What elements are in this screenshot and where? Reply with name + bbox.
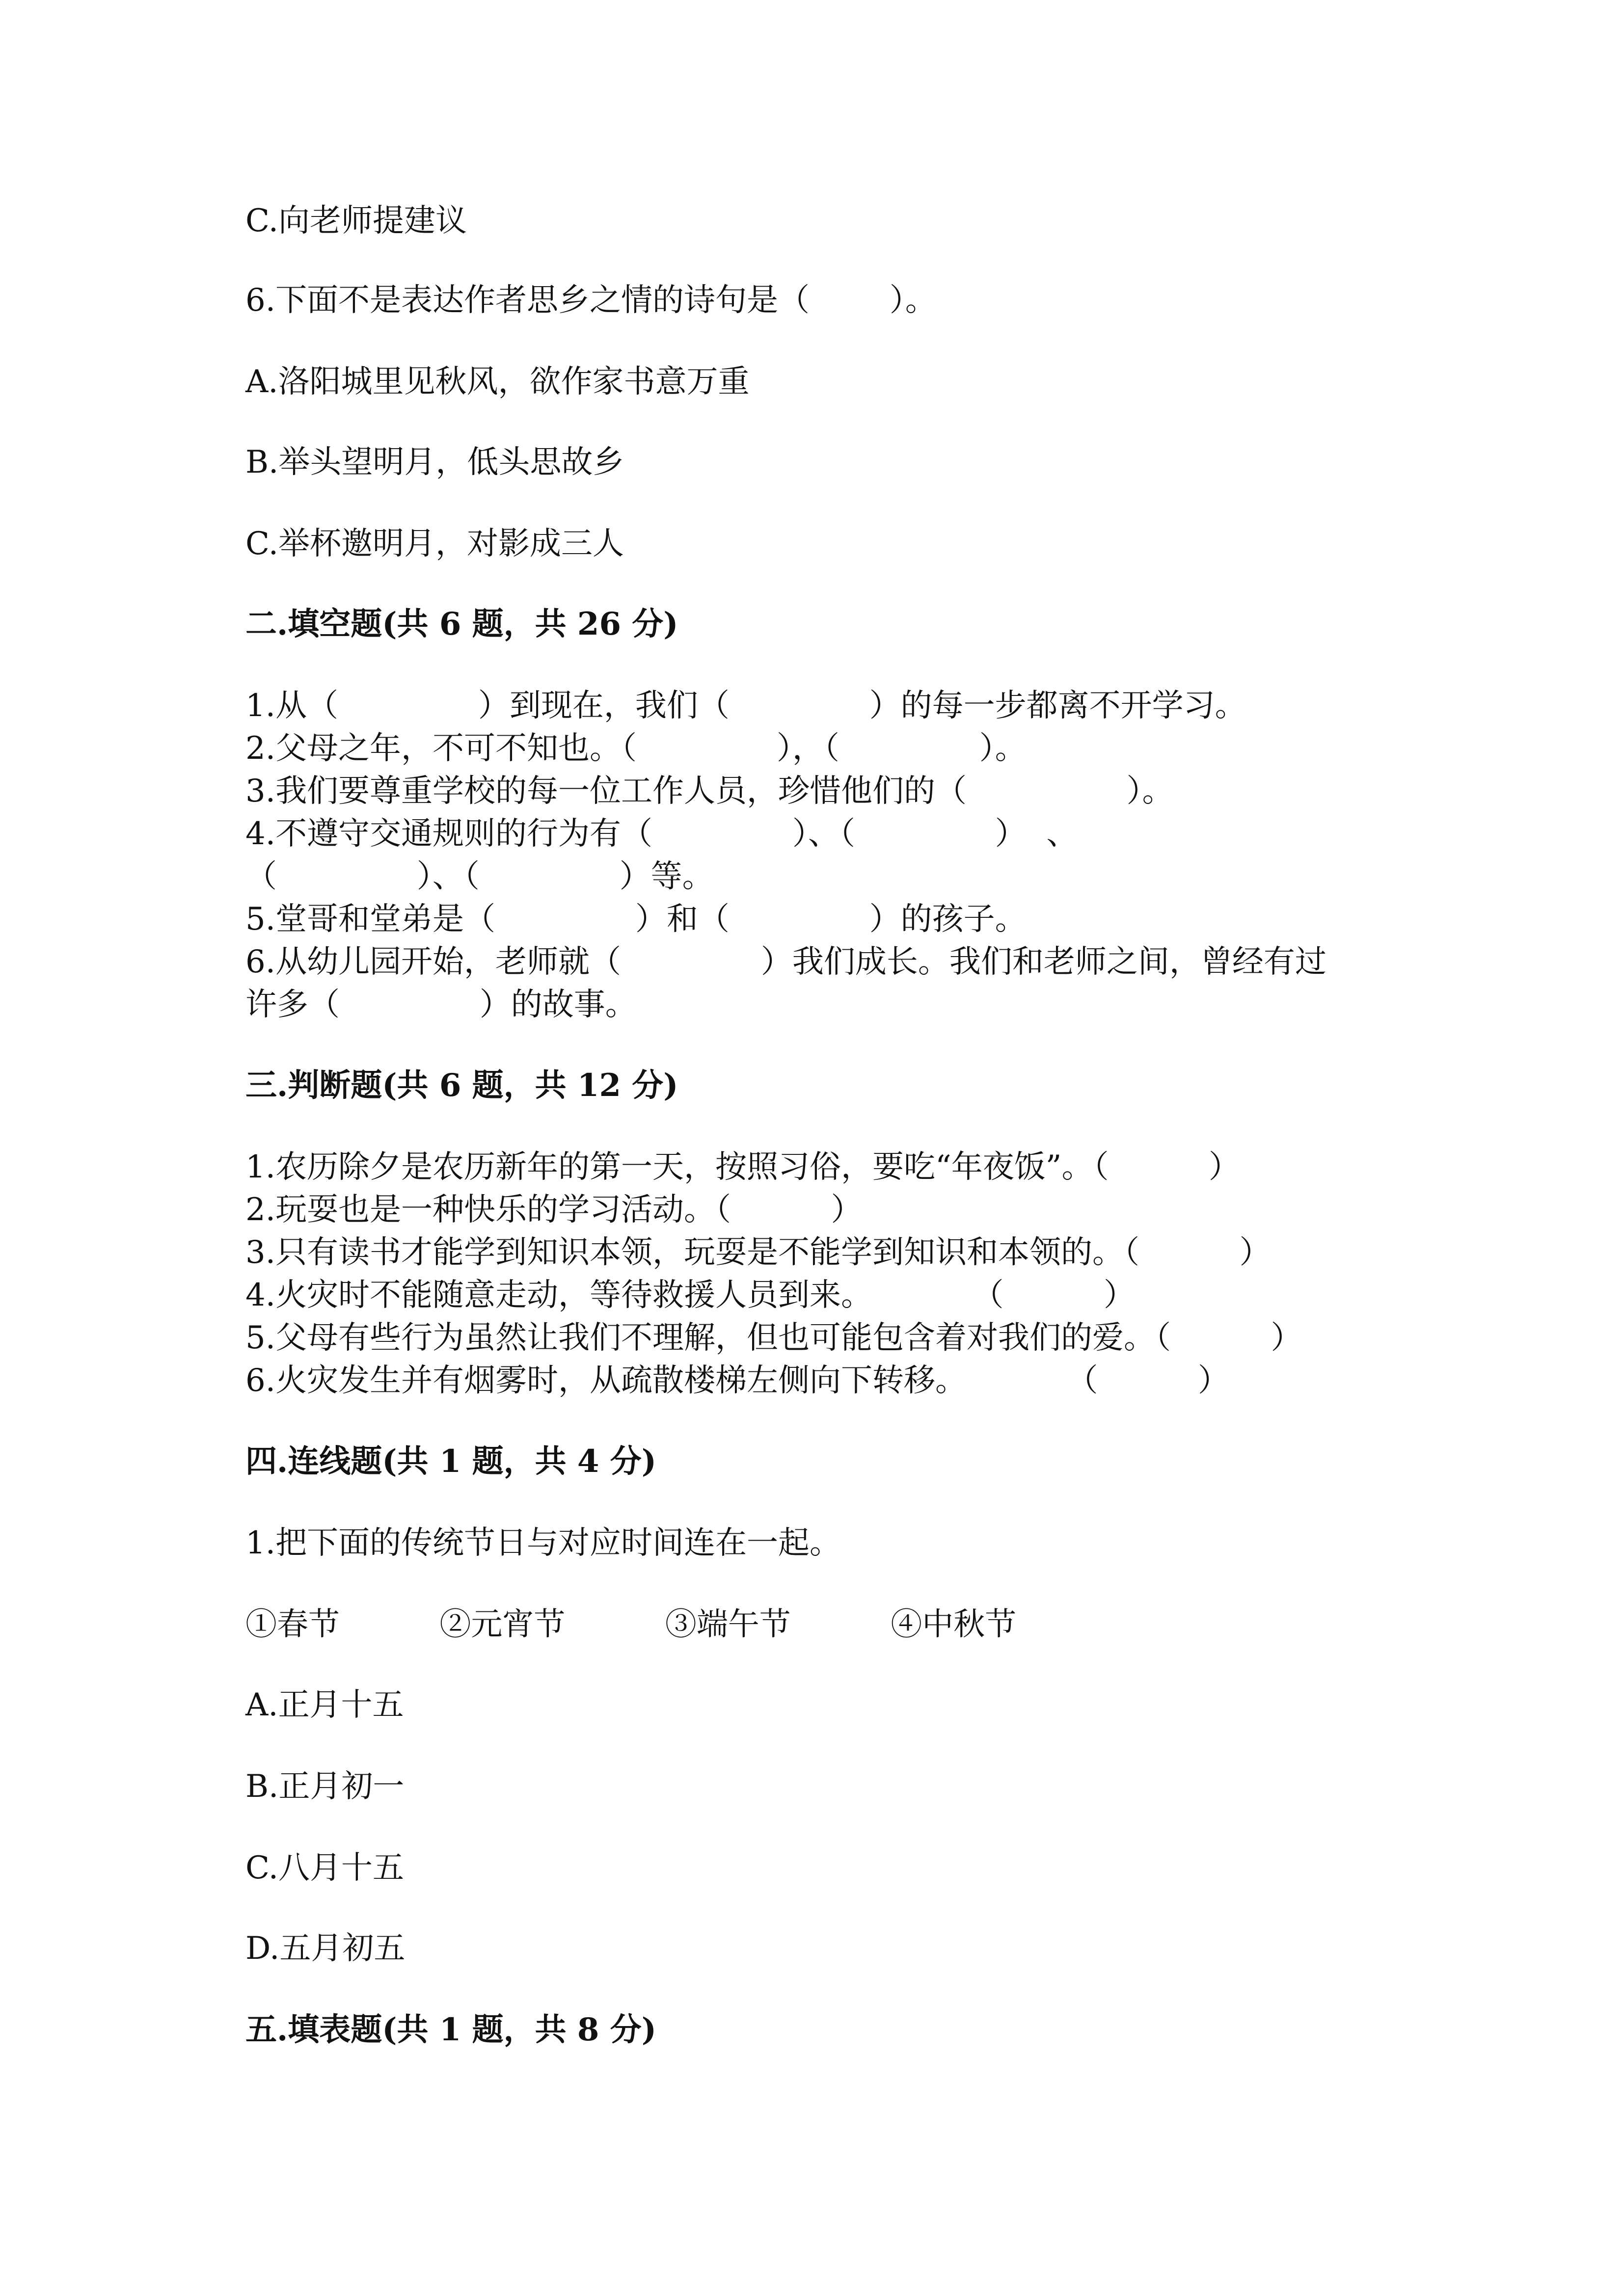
true-false-line: 1.农历除夕是农历新年的第一天，按照习俗，要吃“年夜饭”。（ ）	[245, 1149, 1240, 1185]
q6-prompt: 6.下面不是表达作者思乡之情的诗句是（ ）。	[245, 282, 937, 319]
true-false-line: 4.火灾时不能随意走动，等待救援人员到来。 （ ）	[245, 1277, 1135, 1313]
q6-option-a: A.洛阳城里见秋风，欲作家书意万重	[245, 364, 750, 400]
matching-option-b: B.正月初一	[245, 1768, 405, 1805]
fill-blank-line: 6.从幼儿园开始，老师就（ ）我们成长。我们和老师之间，曾经有过	[245, 944, 1326, 980]
true-false-line: 2.玩耍也是一种快乐的学习活动。（ ）	[245, 1192, 863, 1228]
true-false-line: 6.火灾发生并有烟雾时，从疏散楼梯左侧向下转移。 （ ）	[245, 1362, 1229, 1399]
section-heading-table: 五.填表题(共 1 题，共 8 分)	[245, 2011, 657, 2048]
fill-blank-line: 5.堂哥和堂弟是（ ）和（ ）的孩子。	[245, 901, 1027, 937]
section-heading-fill-blank: 二.填空题(共 6 题，共 26 分)	[245, 606, 678, 642]
festival-list: ①春节 ②元宵节 ③端午节 ④中秋节	[245, 1606, 1017, 1643]
fill-blank-line: 3.我们要尊重学校的每一位工作人员，珍惜他们的（ ）。	[245, 773, 1174, 809]
section-heading-matching: 四.连线题(共 1 题，共 4 分)	[245, 1443, 657, 1480]
true-false-line: 3.只有读书才能学到知识本领，玩耍是不能学到知识和本领的。（ ）	[245, 1234, 1271, 1271]
fill-blank-line: 1.从（ ）到现在，我们（ ）的每一步都离不开学习。	[245, 688, 1246, 724]
fill-blank-line: 4.不遵守交通规则的行为有（ ）、（ ） 、	[245, 816, 1078, 852]
fill-blank-line: 许多（ ）的故事。	[245, 987, 637, 1023]
q5-option-c: C.向老师提建议	[245, 203, 467, 239]
fill-blank-line: （ ）、（ ）等。	[245, 858, 714, 895]
q6-option-b: B.举头望明月，低头思故乡	[245, 444, 624, 481]
matching-option-c: C.八月十五	[245, 1850, 405, 1886]
matching-option-a: A.正月十五	[245, 1687, 404, 1723]
q6-option-c: C.举杯邀明月，对影成三人	[245, 526, 624, 562]
true-false-line: 5.父母有些行为虽然让我们不理解，但也可能包含着对我们的爱。（ ）	[245, 1320, 1302, 1356]
matching-option-d: D.五月初五	[245, 1930, 406, 1967]
section-heading-true-false: 三.判断题(共 6 题，共 12 分)	[245, 1067, 678, 1104]
matching-prompt: 1.把下面的传统节日与对应时间连在一起。	[245, 1525, 841, 1561]
fill-blank-line: 2.父母之年，不可不知也。（ ），（ ）。	[245, 730, 1027, 767]
